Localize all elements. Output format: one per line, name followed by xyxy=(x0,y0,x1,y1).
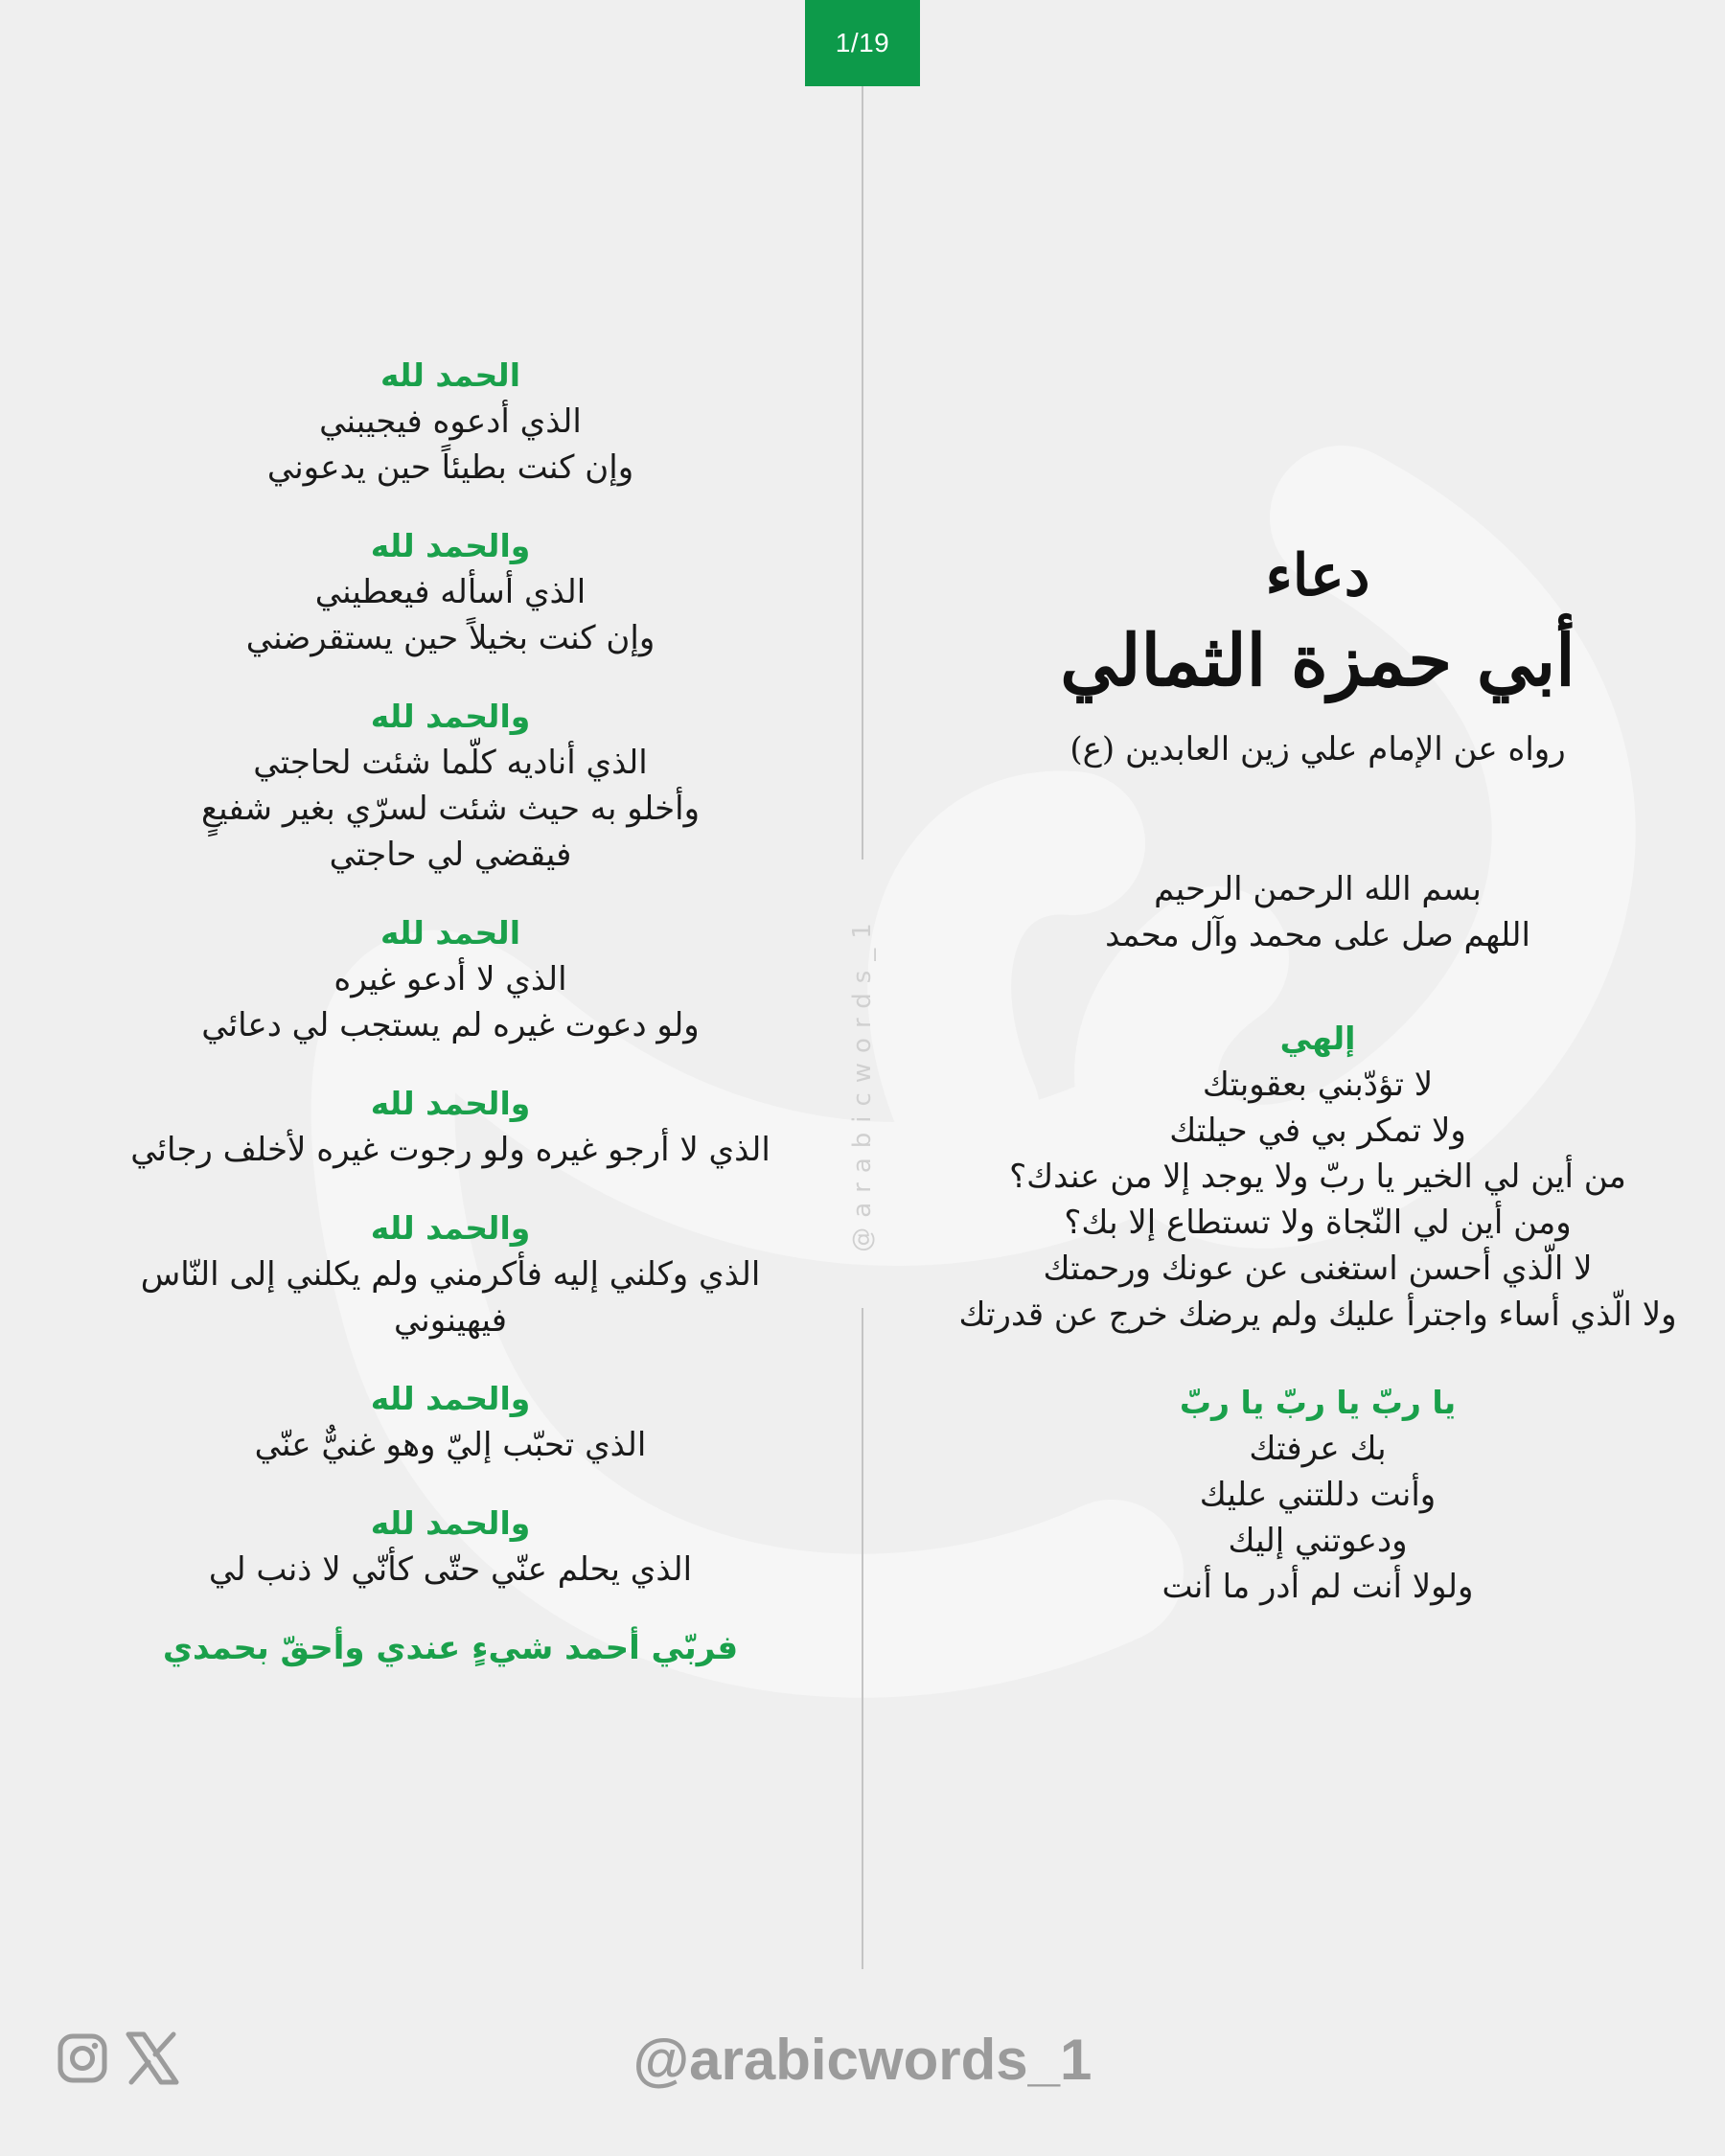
stanza-line: وإن كنت بطيئاً حين يدعوني xyxy=(266,448,634,487)
stanza-line: وإن كنت بخيلاً حين يستقرضني xyxy=(245,619,656,657)
stanza-line: من أين لي الخير يا ربّ ولا يوجد إلا من عندك؟ xyxy=(1009,1158,1626,1196)
stanza-heading: يا ربّ يا ربّ يا ربّ xyxy=(1179,1384,1457,1421)
stanza-line: وأنت دللتني عليك xyxy=(1199,1476,1437,1514)
closing-line: فربّي أحمد شيءٍ عندي وأحقّ بحمدي xyxy=(162,1629,739,1667)
stanza-line: الذي لا أدعو غيره xyxy=(334,960,567,998)
stanza-heading: والحمد لله xyxy=(370,1504,531,1542)
right-column xyxy=(949,537,1687,1652)
stanza-line: الذي أدعوه فيجيبني xyxy=(319,402,582,441)
basmala: بسم الله الرحمن الرحيم xyxy=(1154,870,1482,908)
stanza-hamd-6 xyxy=(77,1205,824,1343)
stanza-hamd-7 xyxy=(77,1376,824,1468)
stanza-line: فيهينوني xyxy=(393,1301,508,1340)
title-line-1: دعاء xyxy=(1265,542,1370,609)
stanza-heading: والحمد لله xyxy=(370,527,531,564)
stanza-line: لا تؤدّبني بعقوبتك xyxy=(1202,1066,1434,1104)
center-divider-bottom xyxy=(862,1308,863,1969)
stanza-heading: والحمد لله xyxy=(370,1085,531,1122)
stanza-ya-rabb xyxy=(949,1380,1687,1610)
salawat: اللهم صل على محمد وآل محمد xyxy=(1105,916,1530,954)
stanza-heading: الحمد لله xyxy=(380,356,521,394)
footer-handle[interactable]: @arabicwords_1 xyxy=(632,2028,1092,2092)
center-divider-top xyxy=(862,86,863,860)
stanza-line: ودعوتني إليك xyxy=(1228,1522,1408,1560)
stanza-hamd-1 xyxy=(77,353,824,491)
stanza-hamd-3 xyxy=(77,694,824,878)
stanza-heading: والحمد لله xyxy=(370,1380,531,1417)
stanza-line: فيقضي لي حاجتي xyxy=(329,836,572,874)
stanza-hamd-4 xyxy=(77,910,824,1048)
stanza-heading: والحمد لله xyxy=(370,698,531,735)
title-line-2: أبي حمزة الثمالي xyxy=(1060,620,1576,702)
stanza-hamd-5 xyxy=(77,1081,824,1173)
stanza-line: ولولا أنت لم أدر ما أنت xyxy=(1162,1568,1474,1606)
stanza-line: وأخلو به حيث شئت لسرّي بغير شفيعٍ xyxy=(200,790,701,828)
stanza-line: الذي أناديه كلّما شئت لحاجتي xyxy=(253,744,648,782)
stanza-line: لا الّذي أحسن استغنى عن عونك ورحمتك xyxy=(1043,1250,1593,1288)
page-counter: 1/19 xyxy=(835,28,890,57)
stanza-line: ومن أين لي النّجاة ولا تستطاع إلا بك؟ xyxy=(1064,1204,1572,1242)
stanza-hamd-8 xyxy=(77,1501,824,1593)
stanza-line: ولو دعوت غيره لم يستجب لي دعائي xyxy=(201,1006,700,1044)
stanza-line: الذي تحبّب إليّ وهو غنيٌّ عنّي xyxy=(254,1426,647,1464)
stanza-ilahi xyxy=(949,1016,1687,1338)
stanza-heading: الحمد لله xyxy=(380,914,521,952)
subtitle: رواه عن الإمام علي زين العابدين (ع) xyxy=(1070,730,1566,768)
stanza-line: بك عرفتك xyxy=(1249,1430,1387,1468)
vertical-watermark-handle: @arabicwords_1 xyxy=(848,913,877,1252)
intro-block xyxy=(949,866,1687,958)
stanza-line: الذي يحلم عنّي حتّى كأنّي لا ذنب لي xyxy=(208,1550,693,1589)
stanza-heading: والحمد لله xyxy=(370,1209,531,1247)
stanza-heading: إلهي xyxy=(1279,1020,1356,1057)
stanza-line: الذي وكلني إليه فأكرمني ولم يكلني إلى النّاس xyxy=(140,1255,761,1294)
stanza-line: الذي أسأله فيعطيني xyxy=(314,573,586,611)
stanza-line: الذي لا أرجو غيره ولو رجوت غيره لأخلف رجائي xyxy=(130,1131,770,1169)
page-counter-badge xyxy=(805,0,920,86)
stanza-line: ولا الّذي أساء واجترأ عليك ولم يرضك خرج عن قدرتك xyxy=(958,1296,1677,1334)
left-column xyxy=(77,353,824,1671)
stanza-line: ولا تمكر بي في حيلتك xyxy=(1169,1112,1466,1150)
stanza-hamd-2 xyxy=(77,523,824,661)
